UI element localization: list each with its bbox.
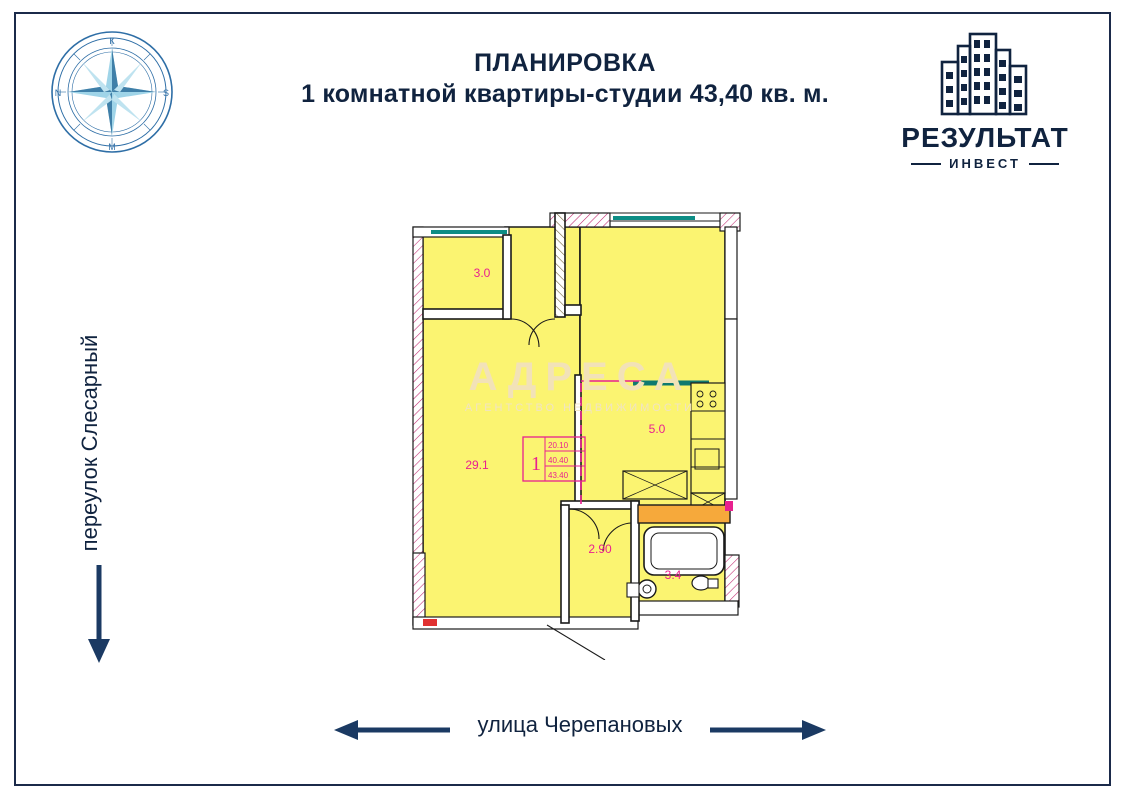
compass-label-west: N (54, 88, 62, 98)
title-line-1: ПЛАНИРОВКА (474, 49, 656, 77)
stamp-full-area: 43.40 (548, 471, 569, 480)
area-label-kitchen: 5.0 (648, 422, 666, 436)
title-line-2: 1 комнатной квартиры-студии 43,40 кв. м. (301, 80, 829, 108)
area-label-bathroom: 3.4 (664, 568, 682, 582)
logo-name: РЕЗУЛЬТАТ (901, 122, 1069, 153)
area-label-hall: 2.90 (588, 542, 612, 556)
stamp-living-area: 20.10 (548, 441, 569, 450)
apartment-number: 1 (531, 453, 541, 475)
compass-label-top: К (109, 36, 115, 46)
compass-rose (48, 28, 176, 156)
logo-subtitle: ИНВЕСТ (949, 156, 1021, 171)
watermark-subtitle: АГЕНТСТВО НЕДВИЖИМОСТИ (464, 402, 696, 414)
area-label-balcony: 3.0 (473, 266, 491, 280)
logo-rule-left (911, 163, 941, 165)
area-label-studio: 29.1 (465, 458, 489, 472)
street-arrow-left (84, 565, 114, 665)
street-label-left: переулок Слесарный (77, 334, 102, 552)
street-arrow-bottom (330, 718, 830, 742)
logo-rule-right (1029, 163, 1059, 165)
logo-subtitle-row (890, 156, 1080, 171)
watermark-title: АДРЕСА (468, 355, 692, 399)
building-icon (890, 26, 1080, 118)
company-logo (890, 26, 1080, 171)
street-label-bottom: улица Черепановых (477, 712, 683, 737)
compass-label-east: S (162, 88, 170, 98)
apartment-floorplan (395, 205, 765, 660)
compass-label-bottom: М (108, 142, 116, 152)
stamp-total-area: 40.40 (548, 456, 569, 465)
page-title (250, 48, 880, 110)
